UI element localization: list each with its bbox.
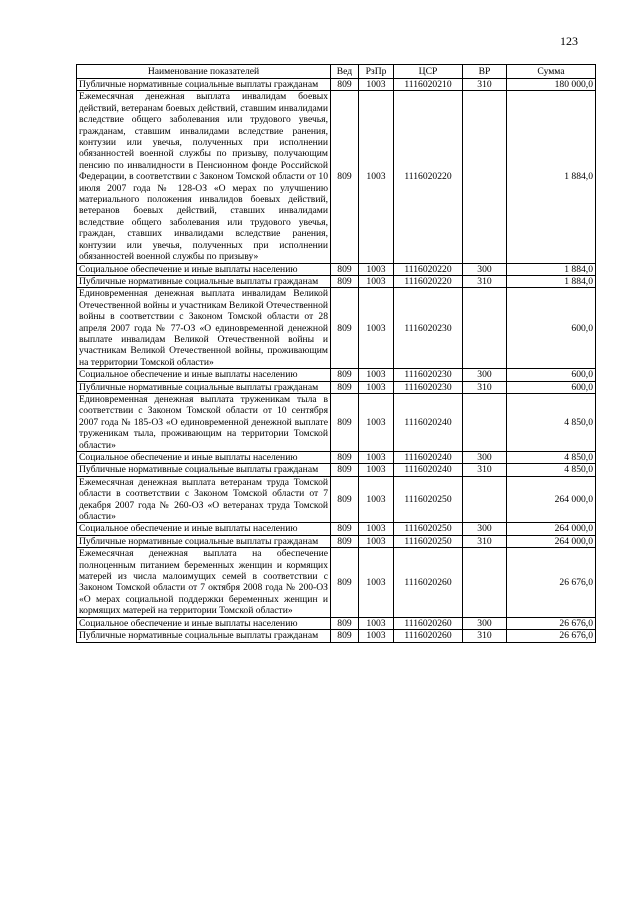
- cell-vr: [463, 393, 507, 451]
- cell-csr: 1116020240: [394, 452, 463, 464]
- cell-rzpr: 1003: [359, 523, 394, 535]
- cell-csr: 1116020230: [394, 288, 463, 369]
- table-row: [77, 452, 596, 464]
- cell-ved: 809: [331, 630, 359, 642]
- cell-vr: [463, 548, 507, 617]
- cell-ved: 809: [331, 263, 359, 275]
- cell-sum: 600,0: [507, 381, 596, 393]
- cell-vr: 310: [463, 381, 507, 393]
- cell-vr: 300: [463, 523, 507, 535]
- cell-vr: [463, 288, 507, 369]
- table-row: [77, 263, 596, 275]
- table-row: [77, 369, 596, 381]
- cell-name: Публичные нормативные социальные выплаты гражданам: [77, 381, 331, 393]
- cell-vr: 300: [463, 263, 507, 275]
- page-number: 123: [560, 34, 578, 48]
- cell-vr: 300: [463, 617, 507, 629]
- table-row: [77, 393, 596, 451]
- cell-ved: 809: [331, 464, 359, 476]
- cell-ved: 809: [331, 476, 359, 523]
- cell-csr: 1116020230: [394, 381, 463, 393]
- cell-ved: 809: [331, 548, 359, 617]
- header-rzpr: РзПр: [359, 65, 394, 79]
- cell-vr: [463, 91, 507, 263]
- cell-sum: 1 884,0: [507, 91, 596, 263]
- budget-table: [76, 64, 596, 643]
- cell-sum: 264 000,0: [507, 476, 596, 523]
- cell-rzpr: 1003: [359, 263, 394, 275]
- cell-vr: 310: [463, 79, 507, 91]
- cell-name: Социальное обеспечение и иные выплаты населению: [77, 523, 331, 535]
- cell-sum: 4 850,0: [507, 393, 596, 451]
- cell-rzpr: 1003: [359, 393, 394, 451]
- table-row: [77, 275, 596, 287]
- cell-rzpr: 1003: [359, 535, 394, 547]
- cell-ved: 809: [331, 79, 359, 91]
- cell-name: Социальное обеспечение и иные выплаты населению: [77, 617, 331, 629]
- table-header-row: [77, 65, 596, 79]
- cell-sum: 4 850,0: [507, 452, 596, 464]
- cell-sum: 1 884,0: [507, 275, 596, 287]
- header-ved: Вед: [331, 65, 359, 79]
- cell-sum: 264 000,0: [507, 535, 596, 547]
- cell-vr: 310: [463, 535, 507, 547]
- cell-rzpr: 1003: [359, 464, 394, 476]
- cell-name: Ежемесячная денежная выплата инвалидам боевых действий, ветеранам боевых действий, ставшим инвалидами вследствие общего заболевания или трудового увечья, гражданам, ставшим инвалидами вследствие ранения, контузии или увечья, полученных при исполнении обязанностей военной службы по призыву, получающим пенсию по инвалидности в Пенсионном фонде Российской Федерации, в соответствии с Законом Томской области от 10 июля 2007 года № 128-ОЗ «О мерах по улучшению материального положения инвалидов боевых действий, ветеранов боевых действий, ставших инвалидами вследствие общего заболевания или трудового увечья, граждан, ставших инвалидами вследствие ранения, контузии или увечья, полученных при исполнении обязанностей военной службы по призыву»: [77, 91, 331, 263]
- table-row: [77, 288, 596, 369]
- table-row: [77, 630, 596, 642]
- cell-csr: 1116020260: [394, 617, 463, 629]
- cell-csr: 1116020240: [394, 464, 463, 476]
- cell-sum: 26 676,0: [507, 630, 596, 642]
- header-name: Наименование показателей: [77, 65, 331, 79]
- cell-csr: 1116020220: [394, 275, 463, 287]
- table-row: [77, 548, 596, 617]
- cell-csr: 1116020230: [394, 369, 463, 381]
- cell-rzpr: 1003: [359, 476, 394, 523]
- cell-csr: 1116020240: [394, 393, 463, 451]
- cell-rzpr: 1003: [359, 288, 394, 369]
- cell-csr: 1116020220: [394, 263, 463, 275]
- cell-ved: 809: [331, 617, 359, 629]
- cell-csr: 1116020220: [394, 91, 463, 263]
- cell-sum: 26 676,0: [507, 617, 596, 629]
- cell-name: Публичные нормативные социальные выплаты гражданам: [77, 630, 331, 642]
- cell-csr: 1116020250: [394, 535, 463, 547]
- cell-vr: 300: [463, 369, 507, 381]
- cell-ved: 809: [331, 91, 359, 263]
- cell-name: Социальное обеспечение и иные выплаты населению: [77, 452, 331, 464]
- cell-name: Публичные нормативные социальные выплаты гражданам: [77, 535, 331, 547]
- cell-rzpr: 1003: [359, 275, 394, 287]
- cell-name: Публичные нормативные социальные выплаты гражданам: [77, 464, 331, 476]
- cell-ved: 809: [331, 523, 359, 535]
- table-row: [77, 617, 596, 629]
- cell-sum: 1 884,0: [507, 263, 596, 275]
- cell-name: Публичные нормативные социальные выплаты гражданам: [77, 79, 331, 91]
- cell-rzpr: 1003: [359, 617, 394, 629]
- cell-ved: 809: [331, 393, 359, 451]
- cell-name: Социальное обеспечение и иные выплаты населению: [77, 369, 331, 381]
- cell-name: Ежемесячная денежная выплата на обеспечение полноценным питанием беременных женщин и кормящих матерей из числа малоимущих семей в соответствии с Законом Томской области от 7 октября 2008 года № 200-ОЗ «О мерах социальной поддержки беременных женщин и кормящих матерей на территории Томской области»: [77, 548, 331, 617]
- cell-name: Публичные нормативные социальные выплаты гражданам: [77, 275, 331, 287]
- table-row: [77, 464, 596, 476]
- cell-rzpr: 1003: [359, 381, 394, 393]
- cell-name: Единовременная денежная выплата труженикам тыла в соответствии с Законом Томской области от 10 сентября 2007 года № 185-ОЗ «О единовременной денежной выплате труженикам тыла, проживающим на территории Томской области»: [77, 393, 331, 451]
- table-row: [77, 79, 596, 91]
- cell-vr: 300: [463, 452, 507, 464]
- table-row: [77, 381, 596, 393]
- cell-sum: 264 000,0: [507, 523, 596, 535]
- cell-sum: 600,0: [507, 369, 596, 381]
- cell-vr: 310: [463, 630, 507, 642]
- cell-rzpr: 1003: [359, 548, 394, 617]
- cell-ved: 809: [331, 535, 359, 547]
- cell-csr: 1116020260: [394, 548, 463, 617]
- header-sum: Сумма: [507, 65, 596, 79]
- header-vr: ВР: [463, 65, 507, 79]
- cell-sum: 600,0: [507, 288, 596, 369]
- cell-name: Социальное обеспечение и иные выплаты населению: [77, 263, 331, 275]
- cell-ved: 809: [331, 381, 359, 393]
- table-row: [77, 535, 596, 547]
- cell-csr: 1116020250: [394, 523, 463, 535]
- cell-rzpr: 1003: [359, 79, 394, 91]
- cell-sum: 26 676,0: [507, 548, 596, 617]
- cell-csr: 1116020260: [394, 630, 463, 642]
- cell-csr: 1116020250: [394, 476, 463, 523]
- cell-sum: 180 000,0: [507, 79, 596, 91]
- cell-ved: 809: [331, 369, 359, 381]
- cell-rzpr: 1003: [359, 91, 394, 263]
- header-csr: ЦСР: [394, 65, 463, 79]
- cell-rzpr: 1003: [359, 369, 394, 381]
- cell-name: Единовременная денежная выплата инвалидам Великой Отечественной войны и участникам Великой Отечественной войны в соответствии с Законом Томской области от 28 апреля 2007 года № 77-ОЗ «О единовременной денежной выплате инвалидам Великой Отечественной войны и участникам Великой Отечественной войны, проживающим на территории Томской области»: [77, 288, 331, 369]
- cell-sum: 4 850,0: [507, 464, 596, 476]
- cell-rzpr: 1003: [359, 452, 394, 464]
- cell-csr: 1116020210: [394, 79, 463, 91]
- table-row: [77, 476, 596, 523]
- cell-vr: 310: [463, 464, 507, 476]
- cell-rzpr: 1003: [359, 630, 394, 642]
- table-row: [77, 91, 596, 263]
- cell-name: Ежемесячная денежная выплата ветеранам труда Томской области в соответствии с Законом Томской области от 7 декабря 2007 года № 260-ОЗ «О ветеранах труда Томской области»: [77, 476, 331, 523]
- cell-ved: 809: [331, 275, 359, 287]
- cell-ved: 809: [331, 452, 359, 464]
- table-row: [77, 523, 596, 535]
- cell-vr: 310: [463, 275, 507, 287]
- cell-ved: 809: [331, 288, 359, 369]
- cell-vr: [463, 476, 507, 523]
